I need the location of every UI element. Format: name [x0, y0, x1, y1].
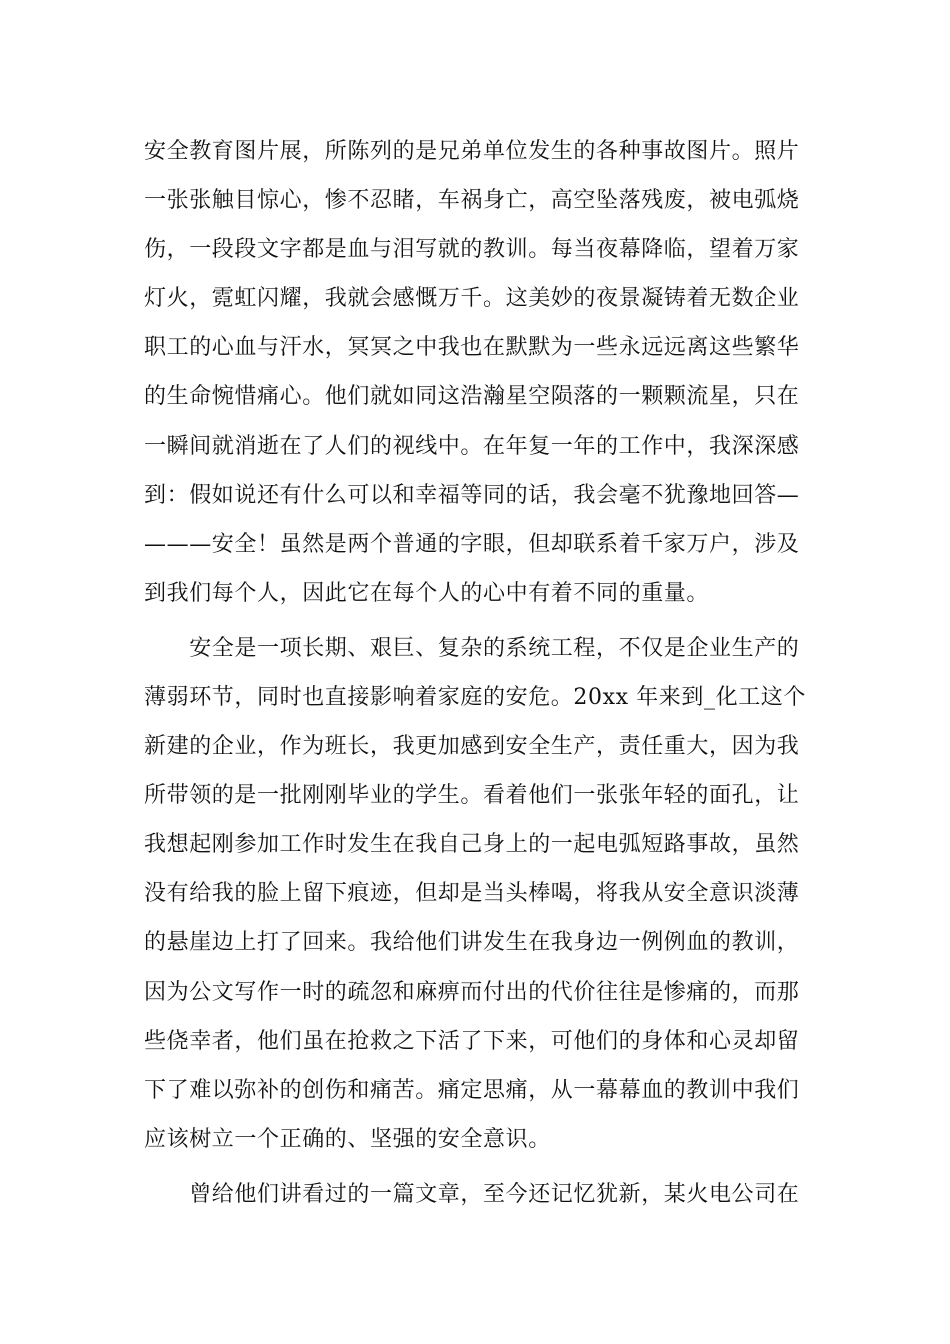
text-line: 到我们每个人，因此它在每个人的心中有着不同的重量。 — [144, 581, 710, 606]
text-line: 到：假如说还有什么可以和幸福等同的话，我会毫不犹豫地回答— — [144, 483, 800, 508]
text-line: 下了难以弥补的创伤和痛苦。痛定思痛，从一幕幕血的教训中我们 — [144, 1078, 800, 1103]
paragraph-start-line: 安全是一项长期、艰巨、复杂的系统工程，不仅是企业生产的 — [144, 636, 800, 661]
text-line: 安全教育图片展，所陈列的是兄弟单位发生的各种事故图片。照片 — [144, 139, 800, 164]
text-line: 没有给我的脸上留下痕迹，但却是当头棒喝，将我从安全意识淡薄 — [144, 881, 800, 906]
text-line: 我想起刚参加工作时发生在我自己身上的一起电弧短路事故，虽然 — [144, 832, 800, 857]
paragraph-start-line: 曾给他们讲看过的一篇文章，至今还记忆犹新，某火电公司在 — [144, 1182, 800, 1207]
text-line: 一张张触目惊心，惨不忍睹，车祸身亡，高空坠落残废，被电弧烧 — [144, 188, 800, 213]
text-line: 薄弱环节，同时也直接影响着家庭的安危。20xx 年来到_化工这个 — [144, 685, 807, 710]
text-line: 伤，一段段文字都是血与泪写就的教训。每当夜幕降临，望着万家 — [144, 237, 800, 262]
text-line: 的生命惋惜痛心。他们就如同这浩瀚星空陨落的一颗颗流星，只在 — [144, 384, 800, 409]
text-line: 职工的心血与汗水，冥冥之中我也在默默为一些永远远离这些繁华 — [144, 335, 800, 360]
text-line: 灯火，霓虹闪耀，我就会感慨万千。这美妙的夜景凝铸着无数企业 — [144, 286, 800, 311]
text-line: 应该树立一个正确的、坚强的安全意识。 — [144, 1127, 551, 1152]
text-line: ———安全！虽然是两个普通的字眼，但却联系着千家万户，涉及 — [144, 532, 800, 557]
text-line: 一瞬间就消逝在了人们的视线中。在年复一年的工作中，我深深感 — [144, 434, 800, 459]
text-line: 的悬崖边上打了回来。我给他们讲发生在我身边一例例血的教训， — [144, 930, 800, 955]
text-line: 因为公文写作一时的疏忽和麻痹而付出的代价往往是惨痛的，而那 — [144, 980, 800, 1005]
text-line: 所带领的是一批刚刚毕业的学生。看着他们一张张年轻的面孔，让 — [144, 783, 800, 808]
text-line: 些侥幸者，他们虽在抢救之下活了下来，可他们的身体和心灵却留 — [144, 1029, 800, 1054]
text-line: 新建的企业，作为班长，我更加感到安全生产，责任重大，因为我 — [144, 734, 800, 759]
